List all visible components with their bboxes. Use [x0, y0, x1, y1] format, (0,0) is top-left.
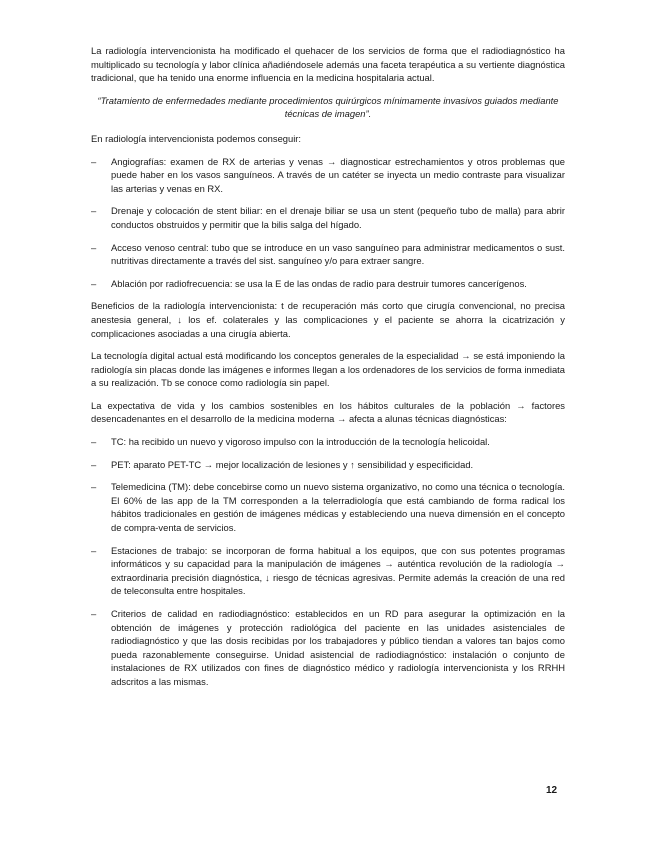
- definition-quote: “Tratamiento de enfermedades mediante procedimientos quirúrgicos mínimamente invasivos guiados mediante técnicas de imagen”.: [97, 94, 559, 120]
- list-item: – Angiografías: examen de RX de arterias y venas → diagnosticar estrechamientos y otros problemas que puede haber en los vasos sanguíneos. A través de un catéter se inyecta un medio contraste para visualizar las arterias y venas en RX.: [91, 155, 565, 196]
- list-item: – Criterios de calidad en radiodiagnóstico: establecidos en un RD para asegurar la optimización en la obtención de imágenes y protección radiológica del paciente en las unidades asistenciales de radiodiagnóstico y que las dosis recibidas por los trabajadores y público tiendan a valores tan bajos como pueda razonablemente conseguirse. Unidad asistencial de radiodiagnóstico: instalación o conjunto de instalaciones de RX utilizados con fines de diagnóstico médico y radiología intervencionista y los RRHH adscritos a las mismas.: [91, 607, 565, 689]
- page-number: 12: [546, 785, 558, 796]
- document-page: [91, 44, 565, 698]
- list-item: – TC: ha recibido un nuevo y vigoroso impulso con la introducción de la tecnología helicoidal.: [91, 435, 565, 449]
- life-expectancy-paragraph: La expectativa de vida y los cambios sostenibles en los hábitos culturales de la población → factores desencadenantes en el desarrollo de la medicina moderna → afecta a alunas técnicas diagnósticas:: [91, 399, 565, 425]
- lead-paragraph: En radiología intervencionista podemos conseguir:: [91, 132, 302, 144]
- list-item: – Estaciones de trabajo: se incorporan de forma habitual a los equipos, que con sus potentes programas informáticos y su capacidad para la manipulación de imágenes → auténtica revolución de la radiología → extraordinaria precisión diagnóstica, ↓ riesgo de técnicas agresivas. Permite además la creación de una red de teleconsulta entre hospitales.: [91, 544, 565, 598]
- benefits-paragraph: Beneficios de la radiología intervencionista: t de recuperación más corto que cirugía convencional, no precisa anestesia general, ↓ los ef. colaterales y las complicaciones y el paciente se ahorra la cicatrización y complicaciones asociadas a una cirugía abierta.: [91, 300, 565, 339]
- list-item: – Acceso venoso central: tubo que se introduce en un vaso sanguíneo para administrar medicamentos o sust. nutritivas directamente a través del sist. sanguíneo y/o para extraer sangre.: [91, 241, 565, 268]
- list-item: – PET: aparato PET-TC → mejor localización de lesiones y ↑ sensibilidad y especificidad.: [91, 458, 565, 472]
- digital-technology-paragraph: La tecnología digital actual está modificando los conceptos generales de la especialidad → se está imponiendo la radiología sin placas donde las imágenes e informes llegan a los ordenadores de los servicios de forma inmediata a su realización. Tb se conoce como radiología sin papel.: [91, 350, 565, 389]
- list-item: – Telemedicina (TM): debe concebirse como un nuevo sistema organizativo, no como una técnica o tecnología. El 60% de las app de la TM corresponden a la telerradiología que está cambiando de forma radical los hábitos tradicionales en gestión de imágenes médicas y estableciendo una nueva dimensión en el concepto de compra-venta de servicios.: [91, 480, 565, 534]
- list-item: – Drenaje y colocación de stent biliar: en el drenaje biliar se usa un stent (pequeño tubo de malla) para abrir conductos obstruidos y permitir que la bilis salga del hígado.: [91, 204, 565, 231]
- diagnostic-techniques-list: [91, 435, 565, 689]
- techniques-list: [91, 155, 565, 291]
- intro-paragraph: La radiología intervencionista ha modificado el quehacer de los servicios de forma que el radiodiagnóstico ha multiplicado su tecnología y labor clínica añadiéndosele además una faceta terapéutica a su vertiente diagnóstica tradicional, que ha tenido una enorme influencia en la medicina hospitalaria actual.: [91, 45, 565, 84]
- list-item: – Ablación por radiofrecuencia: se usa la E de las ondas de radio para destruir tumores cancerígenos.: [91, 277, 565, 291]
